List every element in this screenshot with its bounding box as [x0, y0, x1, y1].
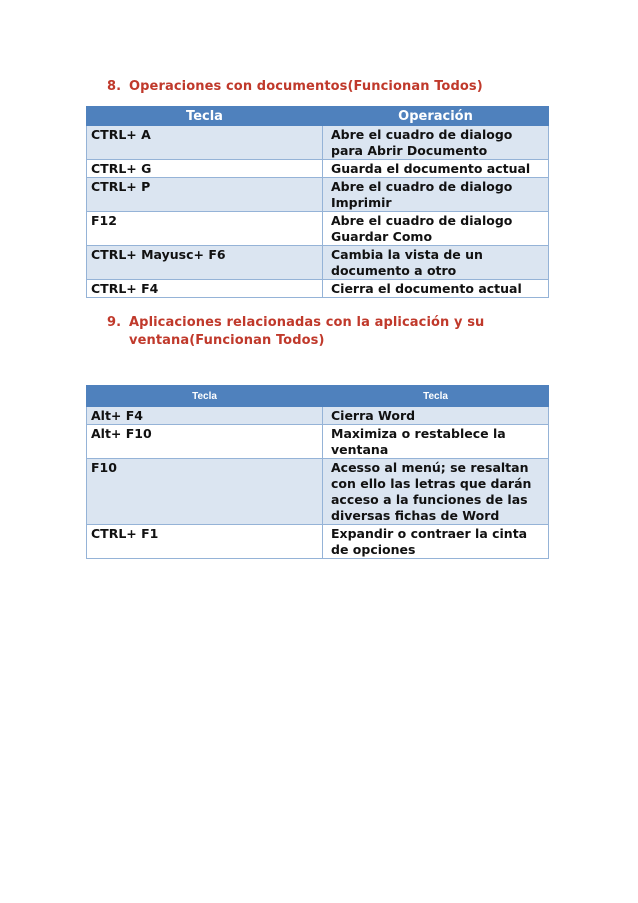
row-key: F12 — [87, 212, 323, 246]
row-key: CTRL+ F4 — [87, 280, 323, 298]
table-row — [87, 178, 549, 212]
row-key: CTRL+ A — [87, 126, 323, 160]
table-row — [87, 280, 549, 298]
section-8-title: Operaciones con documentos(Funcionan Todos) — [129, 79, 483, 94]
section-8-heading — [107, 78, 483, 96]
table-header-row — [87, 386, 549, 407]
row-operation: Abre el cuadro de dialogo Imprimir — [323, 178, 549, 212]
row-operation: Cierra Word — [323, 407, 549, 425]
row-key: CTRL+ P — [87, 178, 323, 212]
row-operation: Abre el cuadro de dialogo para Abrir Documento — [323, 126, 549, 160]
row-key: Alt+ F4 — [87, 407, 323, 425]
table-row — [87, 407, 549, 425]
section-8-number: 8. — [107, 79, 122, 94]
row-key: CTRL+ G — [87, 160, 323, 178]
section-9-title-line2: ventana(Funcionan Todos) — [129, 333, 325, 348]
row-operation: Maximiza o restablece la ventana — [323, 425, 549, 459]
document-shortcuts-table — [86, 106, 549, 298]
row-operation: Abre el cuadro de dialogo Guardar Como — [323, 212, 549, 246]
table-row — [87, 246, 549, 280]
row-operation: Acesso al menú; se resaltan con ello las letras que darán acceso a la funciones de las diversas fichas de Word — [323, 459, 549, 525]
table-row — [87, 126, 549, 160]
table-row — [87, 459, 549, 525]
section-9-number: 9. — [107, 315, 122, 330]
table-row — [87, 425, 549, 459]
header-key: Tecla — [87, 386, 323, 407]
table-row — [87, 212, 549, 246]
row-key: Alt+ F10 — [87, 425, 323, 459]
row-key: F10 — [87, 459, 323, 525]
table-row — [87, 160, 549, 178]
row-operation: Cierra el documento actual — [323, 280, 549, 298]
table-row — [87, 525, 549, 559]
header-key: Tecla — [87, 107, 323, 126]
row-operation: Cambia la vista de un documento a otro — [323, 246, 549, 280]
row-operation: Expandir o contraer la cinta de opciones — [323, 525, 549, 559]
section-9-title-line1: Aplicaciones relacionadas con la aplicación y su — [129, 315, 485, 330]
row-key: CTRL+ Mayusc+ F6 — [87, 246, 323, 280]
section-9-heading — [107, 314, 484, 350]
application-shortcuts-table — [86, 385, 549, 559]
header-operation: Tecla — [323, 386, 549, 407]
row-key: CTRL+ F1 — [87, 525, 323, 559]
header-operation: Operación — [323, 107, 549, 126]
row-operation: Guarda el documento actual — [323, 160, 549, 178]
table-header-row — [87, 107, 549, 126]
